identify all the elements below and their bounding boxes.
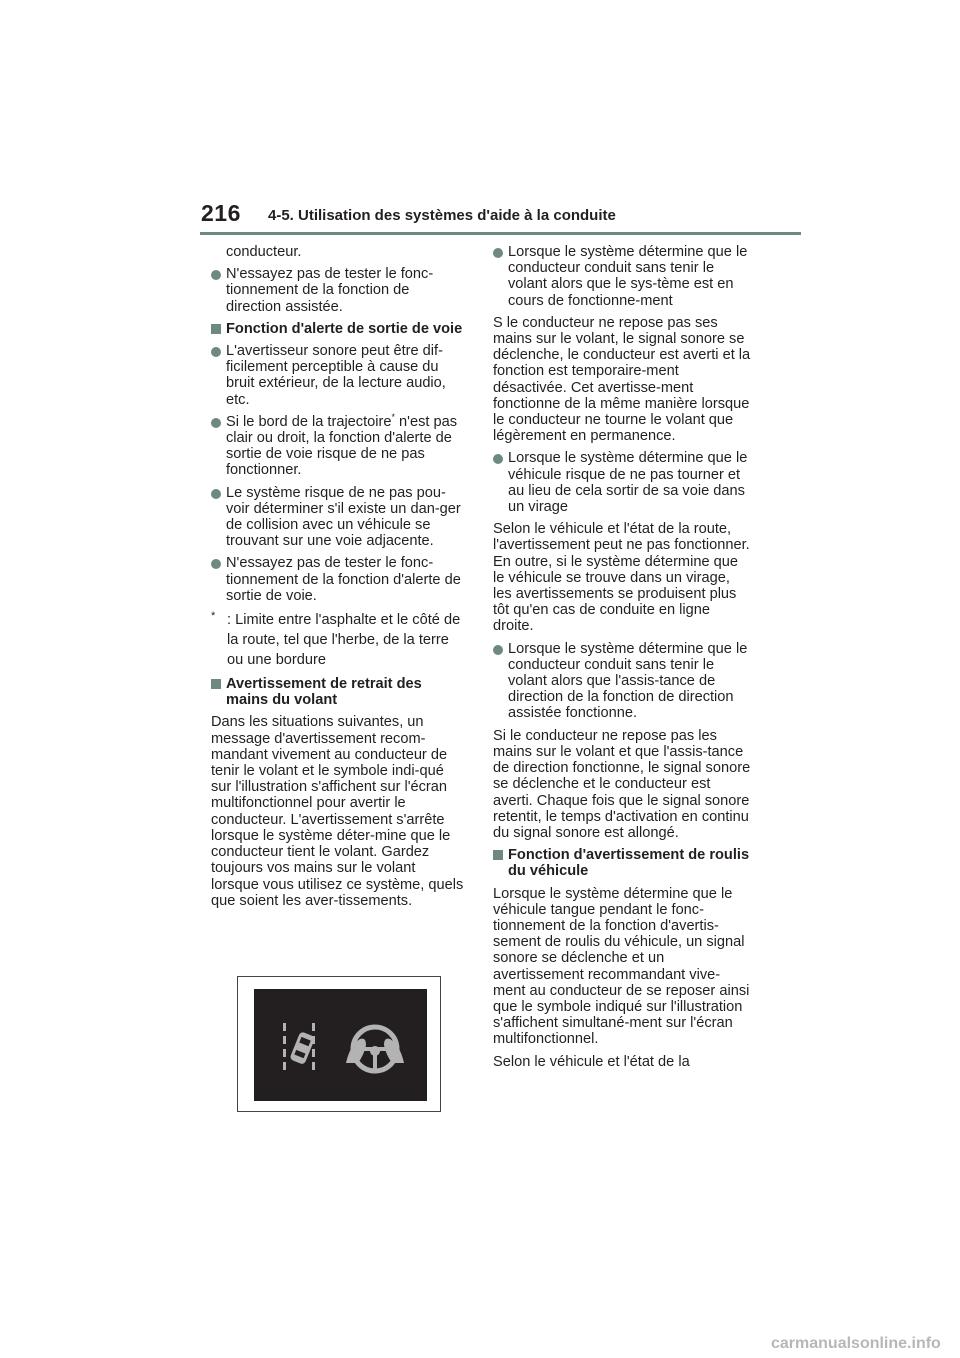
multi-information-display <box>254 989 427 1101</box>
footnote-reference: * <box>391 411 395 422</box>
subsection-heading: Fonction d'alerte de sortie de voie <box>211 321 467 337</box>
subsection-heading: Avertissement de retrait des mains du volant <box>211 676 467 708</box>
paragraph: Lorsque le système détermine que le véhicule tangue pendant le fonc-tionnement de la fonction d'avertis-sement de roulis du véhicule, un signal sonore se déclenche et un avertissement recommandant vive-ment au conducteur de se reposer ainsi que le symbole indiqué sur l'illustration s'affichent simultané-ment sur l'écran multifonctionnel. <box>493 885 750 1048</box>
header-rule <box>200 232 801 235</box>
bullet-text: Si le bord de la trajectoire <box>226 413 392 430</box>
illustration-figure <box>237 976 441 1112</box>
page-number: 216 <box>201 200 241 226</box>
subsection-heading: Fonction d'avertissement de roulis du véhicule <box>493 847 751 879</box>
paragraph: S le conducteur ne repose pas ses mains sur le volant, le signal sonore se déclenche, le conducteur est averti et la fonction est temporaire-ment désactivée. Cet avertisse-ment fonctionne de la même manière lorsque le conducteur ne tourne le volant que légèrement en permanence. <box>493 314 751 445</box>
bullet-item: Lorsque le système détermine que le conducteur conduit sans tenir le volant alors que le sys-tème est en cours de fonctionne-ment <box>493 244 751 309</box>
bullet-item: N'essayez pas de tester le fonc-tionnement de la fonction d'alerte de sortie de voie. <box>211 555 467 604</box>
footnote-text: : Limite entre l'asphalte et le côté de la route, tel que l'herbe, de la terre ou une bordure <box>227 612 461 669</box>
paragraph: Selon le véhicule et l'état de la route, l'avertissement peut ne pas fonctionner. En outre, si le système détermine que le véhicule se trouve dans un virage, les avertissements se produisent plus tôt qu'en cas de conduite en ligne droite. <box>493 521 750 635</box>
continued-text: conducteur. <box>226 244 302 260</box>
bullet-item: Lorsque le système détermine que le véhicule risque de ne pas tourner et au lieu de cela sortir de sa voie dans un virage <box>493 450 751 515</box>
watermark: carmanualsonline.info <box>771 1335 941 1352</box>
bullet-item <box>211 411 467 479</box>
left-column <box>211 244 467 915</box>
bullet-item: N'essayez pas de tester le fonc-tionnement de la fonction de direction assistée. <box>211 266 467 315</box>
right-column <box>493 244 751 1076</box>
paragraph: Dans les situations suivantes, un message d'avertissement recom-mandant vivement au conducteur de tenir le volant et le symbole indi-qué sur l'illustration s'affichent sur l'écran multifonctionnel pour avertir le conducteur. L'avertissement s'arrête lorsque le système déter-mine que le conducteur tient le volant. Gardez toujours vos mains sur le volant lorsque vous utilisez ce système, quels que soient les aver-tissements. <box>211 714 464 909</box>
footnote-mark: * <box>211 610 216 623</box>
footnote <box>211 610 467 670</box>
bullet-item: L'avertisseur sonore peut être dif-ficilement perceptible à cause du bruit extérieur, de la lecture audio, etc. <box>211 343 467 408</box>
section-title: 4-5. Utilisation des systèmes d'aide à la conduite <box>268 207 616 224</box>
bullet-item: Le système risque de ne pas pou-voir déterminer s'il existe un dan-ger de collision avec un véhicule se trouvant sur une voie adjacente. <box>211 485 467 550</box>
paragraph: Si le conducteur ne repose pas les mains sur le volant et que l'assis-tance de direction fonctionne, le signal sonore se déclenche et le conducteur est averti. Chaque fois que le signal sonore retentit, le temps d'activation en continu du signal sonore est allongé. <box>493 727 751 841</box>
bullet-text: n'est pas clair ou droit, la fonction d'alerte de sortie de voie risque de ne pas fonctionner. <box>226 413 458 479</box>
lane-departure-icon <box>283 1023 315 1070</box>
hands-on-wheel-icon <box>346 1027 404 1071</box>
paragraph: Selon le véhicule et l'état de la <box>493 1053 690 1070</box>
bullet-item: Lorsque le système détermine que le conducteur conduit sans tenir le volant alors que l'assis-tance de direction de la fonction de direction assistée fonctionne. <box>493 641 751 722</box>
